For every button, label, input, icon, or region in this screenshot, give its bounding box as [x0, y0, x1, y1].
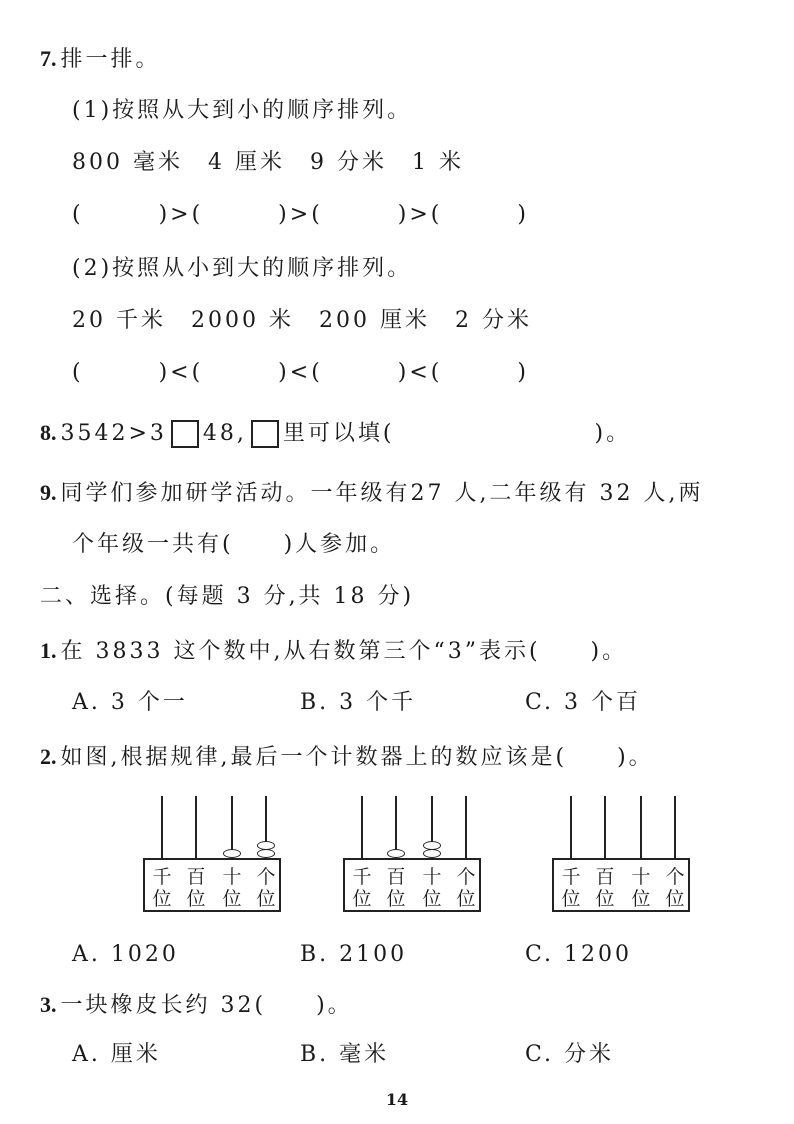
choice1-number: 1.: [40, 638, 57, 663]
q7-part2-answer-blanks[interactable]: ( )<( )<( )<( ): [72, 360, 529, 385]
section2-title: 二、选择。(每题 3 分,共 18 分): [40, 584, 415, 609]
choice2-option-b[interactable]: B. 2100: [300, 942, 408, 967]
abacus-rod: [195, 796, 197, 858]
q8-text-b: 48,: [202, 421, 247, 446]
abacus-rod: [674, 796, 676, 858]
abacus-place-top: 十: [631, 866, 651, 888]
abacus-rod: [570, 796, 572, 858]
q7-part2-instruction: (2)按照从小到大的顺序排列。: [72, 256, 413, 281]
choice1-option-b[interactable]: B. 3 个千: [300, 690, 417, 715]
q8-text-c[interactable]: 里可以填( )。: [282, 421, 632, 446]
abacus-place-top: 百: [595, 866, 615, 888]
abacus-place-bottom: 位: [665, 888, 685, 910]
abacus-bead: [423, 849, 441, 858]
abacus-base: [552, 858, 690, 912]
abacus-place-top: 千: [152, 866, 172, 888]
q8-line: [40, 418, 631, 449]
abacus-place-top: 个: [665, 866, 685, 888]
choice1-option-c[interactable]: C. 3 个百: [525, 690, 642, 715]
q7-heading: [40, 44, 161, 75]
choice3-text: 一块橡皮长约 32( )。: [60, 993, 353, 1018]
abacus-place-bottom: 位: [561, 888, 581, 910]
abacus-place-label: [453, 866, 479, 910]
q7-part2-items: 20 千米 2000 米 200 厘米 2 分米: [72, 308, 532, 333]
choice3-option-a[interactable]: A. 厘米: [72, 1042, 161, 1067]
abacus-place-bottom: 位: [456, 888, 476, 910]
abacus-rod: [161, 796, 163, 858]
abacus-place-top: 个: [456, 866, 476, 888]
choice1-text: 在 3833 这个数中,从右数第三个“3”表示( )。: [60, 639, 628, 664]
abacus-place-label: [183, 866, 209, 910]
q7-part1-items: 800 毫米 4 厘米 9 分米 1 米: [72, 150, 464, 175]
abacus-rod: [640, 796, 642, 858]
abacus-bead: [257, 849, 275, 858]
abacus-bead: [223, 849, 241, 858]
choice1-option-a[interactable]: A. 3 个一: [72, 690, 188, 715]
abacus-place-bottom: 位: [352, 888, 372, 910]
q8-text-a: 3542>3: [60, 421, 167, 446]
q7-title: 排一排。: [60, 47, 161, 72]
abacus-place-top: 十: [422, 866, 442, 888]
abacus-place-bottom: 位: [595, 888, 615, 910]
abacus-place-bottom: 位: [631, 888, 651, 910]
choice3-option-c[interactable]: C. 分米: [525, 1042, 615, 1067]
abacus-place-top: 个: [256, 866, 276, 888]
abacus-bead: [423, 841, 441, 850]
abacus-place-label: [149, 866, 175, 910]
abacus-place-label: [219, 866, 245, 910]
choice2-text: 如图,根据规律,最后一个计数器上的数应该是( )。: [60, 745, 654, 770]
q7-part1-instruction: (1)按照从大到小的顺序排列。: [72, 98, 413, 123]
q9-number: 9.: [40, 480, 57, 505]
abacus-place-label: [419, 866, 445, 910]
choice2-number: 2.: [40, 744, 57, 769]
abacus-bead: [257, 841, 275, 850]
abacus-place-label: [383, 866, 409, 910]
page-number: 14: [385, 1090, 409, 1109]
abacus-place-top: 百: [186, 866, 206, 888]
choice1-question: [40, 636, 627, 667]
abacus-base: [343, 858, 481, 912]
abacus-place-label: [253, 866, 279, 910]
abacus-place-top: 千: [561, 866, 581, 888]
abacus-counter-3: [552, 796, 692, 912]
abacus-place-label: [662, 866, 688, 910]
abacus-place-label: [558, 866, 584, 910]
abacus-rod: [604, 796, 606, 858]
choice3-question: [40, 990, 353, 1021]
choice3-option-b[interactable]: B. 毫米: [300, 1042, 390, 1067]
abacus-rod: [465, 796, 467, 858]
q8-digit-box-ref: [251, 420, 279, 448]
abacus-place-bottom: 位: [186, 888, 206, 910]
abacus-place-bottom: 位: [386, 888, 406, 910]
abacus-bead: [387, 849, 405, 858]
q7-number: 7.: [40, 46, 57, 71]
q8-number: 8.: [40, 420, 57, 445]
abacus-place-bottom: 位: [222, 888, 242, 910]
abacus-place-top: 百: [386, 866, 406, 888]
q7-part1-answer-blanks[interactable]: ( )>( )>( )>( ): [72, 202, 529, 227]
choice2-option-c[interactable]: C. 1200: [525, 942, 633, 967]
choice2-question: [40, 742, 654, 773]
abacus-place-top: 千: [352, 866, 372, 888]
abacus-place-bottom: 位: [152, 888, 172, 910]
q9-text-line1: 同学们参加研学活动。一年级有27 人,二年级有 32 人,两: [60, 481, 704, 506]
choice2-option-a[interactable]: A. 1020: [72, 942, 179, 967]
q8-digit-box[interactable]: [171, 420, 199, 448]
abacus-place-bottom: 位: [422, 888, 442, 910]
abacus-place-label: [628, 866, 654, 910]
abacus-rod: [361, 796, 363, 858]
abacus-place-label: [592, 866, 618, 910]
q9-line2[interactable]: 个年级一共有( )人参加。: [72, 532, 396, 557]
choice3-number: 3.: [40, 992, 57, 1017]
q9-line1: [40, 478, 703, 509]
abacus-counter-1: [143, 796, 283, 912]
abacus-counter-2: [343, 796, 483, 912]
abacus-place-top: 十: [222, 866, 242, 888]
abacus-base: [143, 858, 281, 912]
abacus-place-label: [349, 866, 375, 910]
abacus-place-bottom: 位: [256, 888, 276, 910]
